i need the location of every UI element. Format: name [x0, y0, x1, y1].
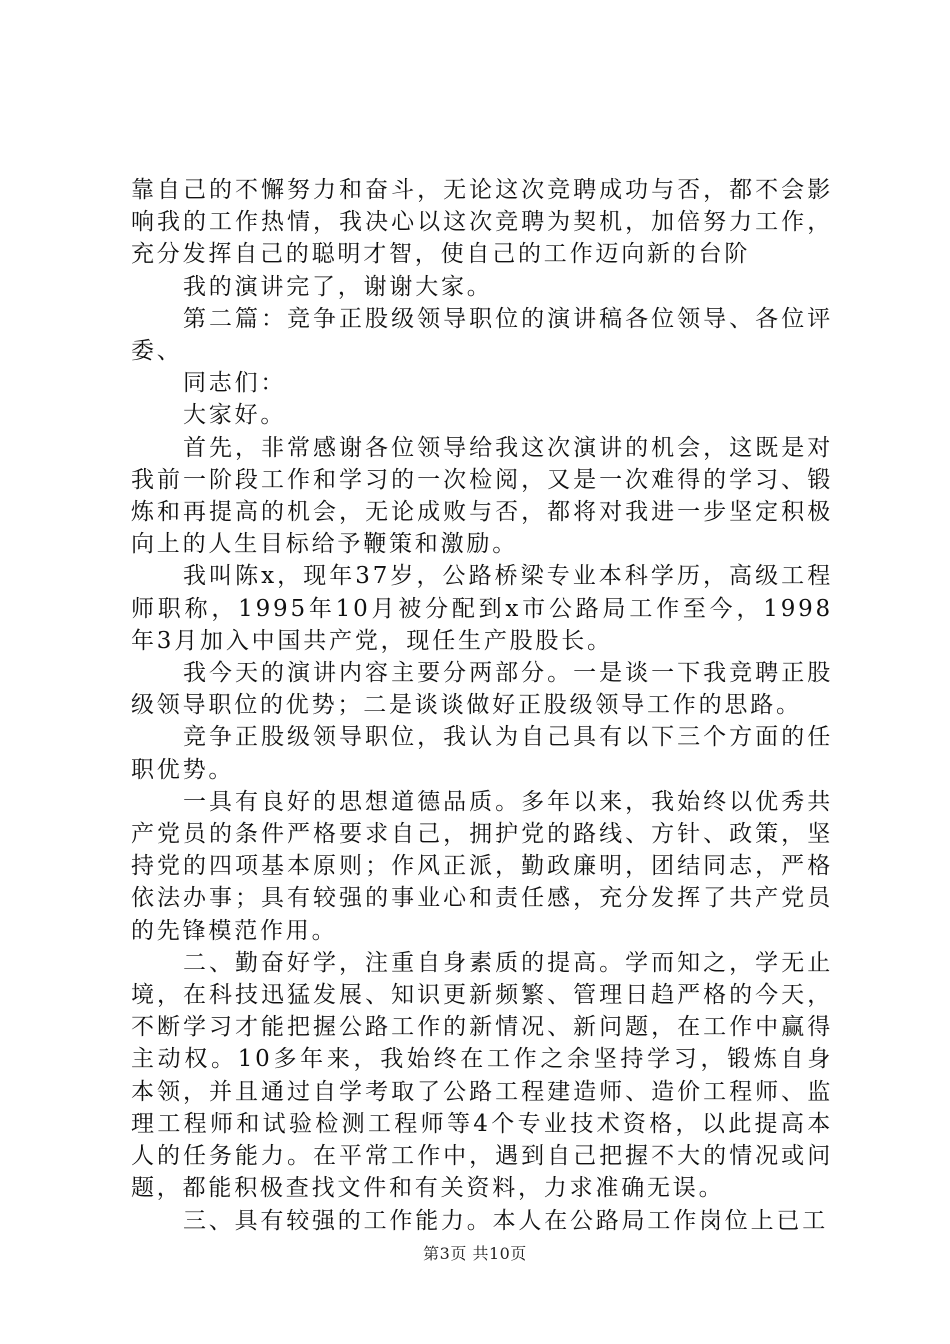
paragraph: 大家好。 — [183, 402, 287, 429]
paragraph: 二、勤奋好学，注重自身素质的提高。学而知之，学无止境，在科技迅猛发展、知识更新频繁、管理日趋严格的今天，不断学习才能把握公路工作的新情况、新问题，在工作中赢得主动权。10多年来，我始终在工作之余坚持学习，锻炼自身本领，并且通过自学考取了公路工程建造师、造价工程师、监理工程师和试验检测工程师等4个专业技术资格，以此提高本人的任务能力。在平常工作中，遇到自己把握不大的情况或问题，都能积极查找文件和有关资料，力求准确无误。 — [131, 949, 833, 1202]
paragraph: 首先，非常感谢各位领导给我这次演讲的机会，这既是对我前一阶段工作和学习的一次检阅，又是一次难得的学习、锻炼和再提高的机会，无论成败与否，都将对我进一步坚定积极向上的人生目标给予鞭策和激励。 — [131, 434, 833, 558]
section-heading-paragraph: 第二篇：竞争正股级领导职位的演讲稿各位领导、各位评委、 — [131, 305, 833, 365]
document-body — [131, 174, 833, 1237]
page-number-footer: 第3页 共10页 — [423, 1244, 527, 1263]
paragraph: 一具有良好的思想道德品质。多年以来，我始终以优秀共产党员的条件严格要求自己，拥护党的路线、方针、政策，坚持党的四项基本原则；作风正派，勤政廉明，团结同志，严格依法办事；具有较强的事业心和责任感，充分发挥了共产党员的先锋模范作用。 — [131, 788, 833, 944]
paragraph: 三、具有较强的工作能力。本人在公路局工作岗位上已工 — [183, 1207, 828, 1234]
paragraph: 靠自己的不懈努力和奋斗，无论这次竞聘成功与否，都不会影响我的工作热情，我决心以这次竞聘为契机，加倍努力工作，充分发挥自己的聪明才智，使自己的工作迈向新的台阶 — [131, 177, 833, 268]
paragraph: 同志们： — [183, 370, 287, 397]
paragraph: 竞争正股级领导职位，我认为自己具有以下三个方面的任职优势。 — [131, 724, 833, 783]
paragraph: 我的演讲完了，谢谢大家。 — [183, 273, 493, 300]
paragraph: 我今天的演讲内容主要分两部分。一是谈一下我竞聘正股级领导职位的优势；二是谈谈做好正股级领导工作的思路。 — [131, 660, 833, 719]
paragraph: 我叫陈x，现年37岁，公路桥梁专业本科学历，高级工程师职称，1995年10月被分配到x市公路局工作至今，1998年3月加入中国共产党，现任生产股股长。 — [131, 563, 833, 654]
